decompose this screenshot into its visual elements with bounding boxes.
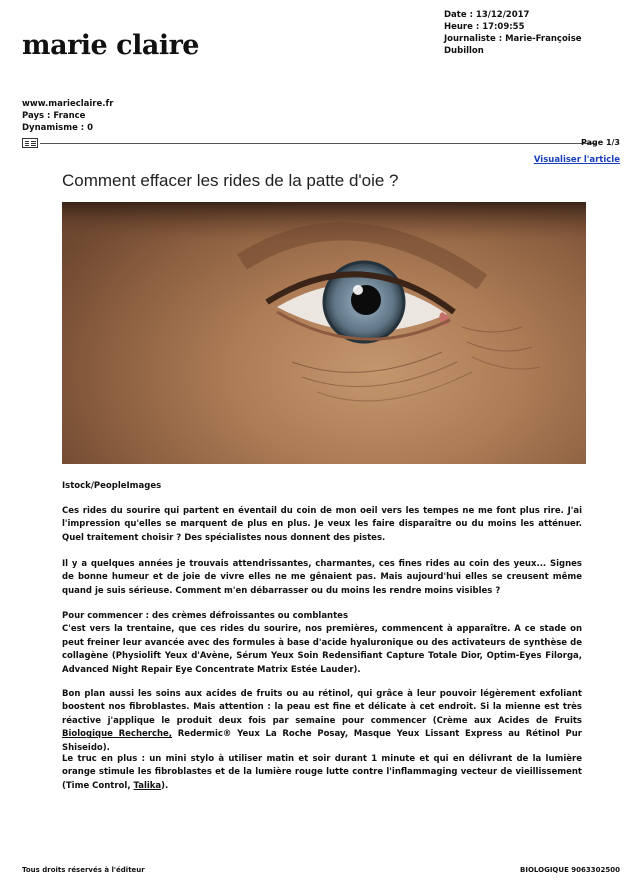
view-article-link[interactable]: Visualiser l'article xyxy=(533,155,620,165)
paragraph-1: Ces rides du sourire qui partent en éventail du coin de mon oeil vers les tempes ne me font plus rire. J'ai l'impression qu'elles se marquent de plus en plus. Je veux les faire disparaître ou du moins les atténuer. Quel traitement choisir ? Des spécialistes nous donnent des pistes. xyxy=(62,506,582,543)
marie-claire-logo: marie claire xyxy=(22,30,199,61)
rights-notice: Tous droits réservés à l'éditeur xyxy=(22,866,145,874)
paragraph-5-text-b: ). xyxy=(161,780,169,791)
paragraph-5 xyxy=(62,753,582,793)
paragraph-4-text-b: Redermic® Yeux La Roche Posay, Masque Yeux Lissant Express au Rétinol Pur Shiseido). xyxy=(62,729,582,753)
photo-caption: Istock/PeopleImages xyxy=(62,481,162,491)
document-code: BIOLOGIQUE 9063302500 xyxy=(520,866,620,874)
website-label: www.marieclaire.fr xyxy=(22,99,114,109)
page-number: Page 1/3 xyxy=(580,138,620,147)
paragraph-3 xyxy=(62,610,582,677)
dynamism-label: Dynamisme : 0 xyxy=(22,123,94,133)
header-rule xyxy=(22,138,620,150)
eye-illustration xyxy=(62,202,586,464)
paragraph-5-text-a: Le truc en plus : un mini stylo à utiliser matin et soir durant 1 minute et qui en délivrant de la lumière orange stimule les fibroblastes et de la lumière rouge lutte contre l'inflammaging vecteur de vieillissement (Time Control, xyxy=(62,754,582,791)
source-meta xyxy=(22,98,113,134)
paragraph-3-body: C'est vers la trentaine, que ces rides du sourire, nos premières, commencent à apparaître. A ce stade on peut freiner leur avancée avec des formules à base d'acide hyaluronique ou des activateurs de synthèse de collagène (Physiolift Yeux d'Avène, Sérum Yeux Soin Redensifiant Capture Totale Dior, Optim-Eyes Filorga, Advanced Night Repair Eye Concentrate Matrix Estée Lauder). xyxy=(62,624,582,675)
article-photo xyxy=(62,202,586,464)
journalist-label: Journaliste : Marie-Françoise Dubillon xyxy=(444,34,582,56)
paragraph-4 xyxy=(62,688,582,755)
time-label: Heure : 17:09:55 xyxy=(444,22,525,32)
article-title: Comment effacer les rides de la patte d'oie ? xyxy=(62,171,399,190)
biologique-recherche-link[interactable]: Biologique Recherche, xyxy=(62,729,173,740)
document-icon xyxy=(22,138,38,148)
section-heading: Pour commencer : des crèmes défroissantes ou comblantes xyxy=(62,611,348,621)
paragraph-4-text-a: Bon plan aussi les soins aux acides de fruits ou au rétinol, qui grâce à leur pouvoir légèrement exfoliant boostent nos fibroblastes. Mais attention : la peau est fine et délicate à cet endroit. Si la mienne est très réactive j'applique le produit deux fois par semaine pour commencer (Crème aux Acides de Fruits xyxy=(62,689,582,726)
country-label: Pays : France xyxy=(22,111,86,121)
talika-link[interactable]: Talika xyxy=(133,780,162,791)
paragraph-2: Il y a quelques années je trouvais attendrissantes, charmantes, ces fines rides au coin des yeux... Signes de bonne humeur et de joie de vivre elles ne me gênaient pas. Mais aujourd'hui elles se creusent même quand je suis sérieuse. Comment m'en débarrasser ou du moins les rendre moins visibles ? xyxy=(62,559,582,596)
date-label: Date : 13/12/2017 xyxy=(444,10,530,20)
divider xyxy=(40,143,596,144)
article-meta xyxy=(444,9,614,57)
